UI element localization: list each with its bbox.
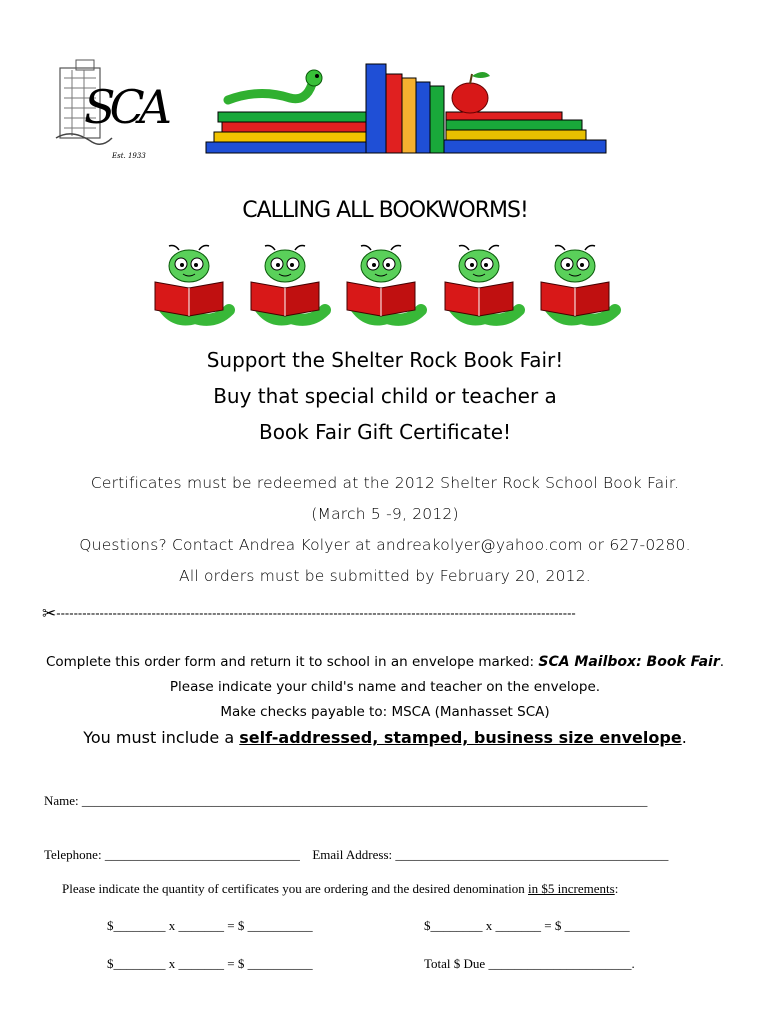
- sca-logo: [52, 58, 174, 166]
- envelope-requirement: [0, 728, 770, 747]
- info-line: (March 5 -9, 2012): [311, 505, 459, 523]
- info-line: Certificates must be redeemed at the 2012 Shelter Rock School Book Fair.: [90, 474, 680, 492]
- logo-letters: SCA: [84, 80, 166, 134]
- contact-row: [44, 847, 668, 863]
- instruction-line: Please indicate your child's name and teacher on the envelope.: [169, 679, 601, 695]
- bookworm-icon: [347, 246, 421, 320]
- calc-row-1[interactable]: $________ x _______ = $ __________: [107, 918, 313, 933]
- requirement-period: .: [681, 728, 687, 747]
- logo-est: Est. 1933: [112, 152, 146, 160]
- envelope-emphasis: self-addressed, stamped, business size envelope: [239, 728, 682, 747]
- scissors-icon: ✂: [42, 604, 57, 623]
- support-line: Buy that special child or teacher a: [213, 384, 557, 408]
- name-field[interactable]: _______________________________________________________________________________________: [81, 793, 648, 808]
- calc-row-3[interactable]: $________ x _______ = $ __________: [107, 956, 313, 971]
- cut-line: [42, 604, 732, 624]
- instruction-line: [0, 650, 770, 675]
- telephone-field[interactable]: ______________________________: [104, 847, 300, 862]
- email-field[interactable]: __________________________________________: [395, 847, 669, 862]
- books-apple-worm-illustration: [200, 60, 610, 156]
- certificate-info: [0, 468, 770, 592]
- bookworm-icon: [445, 246, 519, 320]
- mailbox-label: SCA Mailbox: Book Fair: [538, 654, 720, 670]
- instruction-line: Make checks payable to: MSCA (Manhasset SCA): [220, 704, 550, 720]
- quantity-text: Please indicate the quantity of certificates you are ordering and the desired denomination: [62, 881, 529, 896]
- requirement-text: You must include a: [83, 728, 240, 747]
- email-label: Email Address:: [312, 847, 396, 862]
- order-instructions: [0, 650, 770, 725]
- name-row: [44, 793, 647, 809]
- instruction-period: .: [719, 654, 725, 670]
- quantity-colon: :: [614, 881, 619, 896]
- quantity-instruction: [62, 881, 618, 897]
- total-due-row: [424, 956, 635, 972]
- support-line: Book Fair Gift Certificate!: [258, 420, 512, 444]
- support-message: [0, 342, 770, 450]
- bookworm-icon: [541, 246, 615, 320]
- support-line: Support the Shelter Rock Book Fair!: [206, 348, 564, 372]
- dashed-line: ------------------------------------------------------------------------------------------------------------------------: [56, 605, 576, 621]
- info-line: All orders must be submitted by February 20, 2012.: [179, 567, 591, 585]
- page-title: CALLING ALL BOOKWORMS!: [242, 198, 528, 223]
- bookworm-row: [145, 244, 625, 328]
- bookworm-icon: [155, 246, 229, 320]
- increment-note: in $5 increments: [528, 881, 615, 896]
- telephone-label: Telephone:: [44, 847, 105, 862]
- instruction-text: Complete this order form and return it to school in an envelope marked:: [45, 654, 539, 670]
- total-field[interactable]: ______________________.: [488, 956, 635, 971]
- total-label: Total $ Due: [424, 956, 489, 971]
- calc-row-2[interactable]: $________ x _______ = $ __________: [424, 918, 630, 933]
- name-label: Name:: [44, 793, 82, 808]
- bookworm-icon: [251, 246, 325, 320]
- info-line: Questions? Contact Andrea Kolyer at andreakolyer@yahoo.com or 627-0280.: [79, 536, 691, 554]
